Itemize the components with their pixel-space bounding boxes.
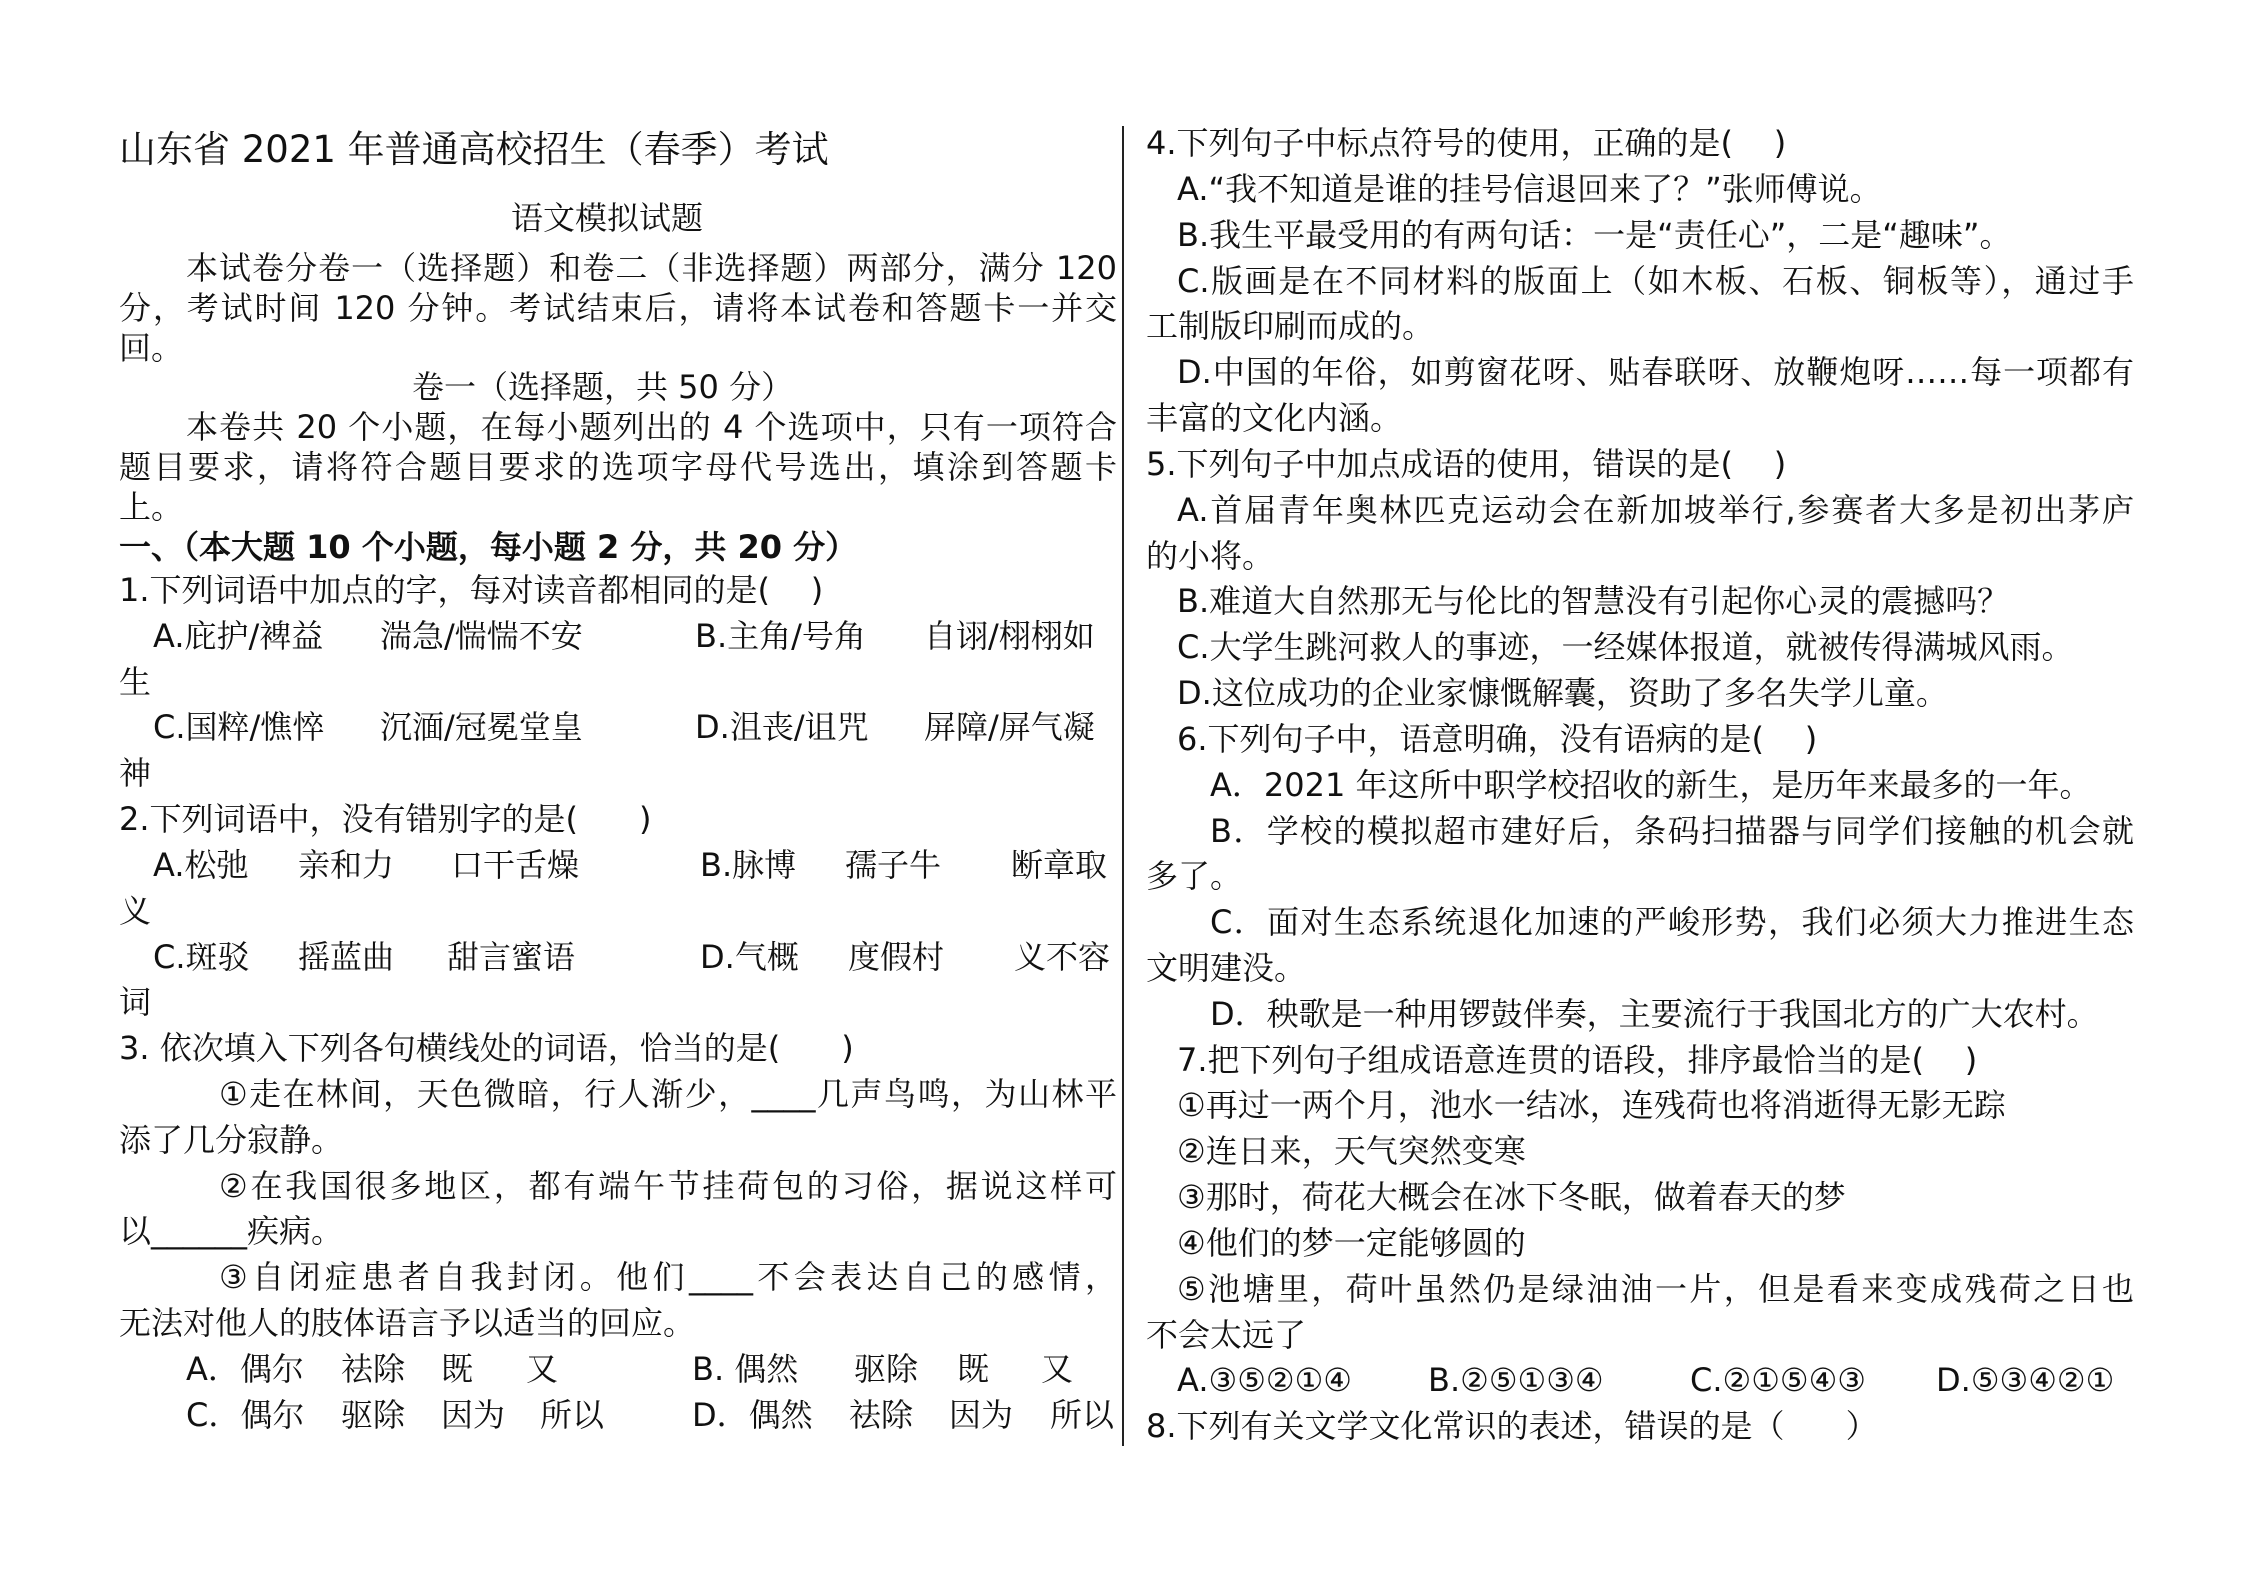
question-stem: 4.下列句子中标点符号的使用，正确的是( ) — [1146, 124, 1787, 162]
option-item: A.“我不知道是谁的挂号信退回来了？”张师傅说。 — [1177, 170, 1882, 208]
option-item: C.斑驳 — [153, 938, 250, 976]
option-continuation: 义 — [119, 892, 152, 930]
option-item: B．学校的模拟超市建好后，条码扫描器与同学们接触的机会就 — [1210, 812, 2134, 850]
option-item: C.大学生跳河救人的事迹，一经媒体报道，就被传得满城风雨。 — [1177, 628, 2074, 666]
option-item: A.③⑤②①④ — [1177, 1361, 1352, 1399]
question-stem: 1.下列词语中加点的字，每对读音都相同的是( ) — [119, 571, 824, 609]
option-item: 甜言蜜语 — [447, 938, 576, 976]
option-continuation: 文明建没。 — [1146, 949, 1307, 987]
option-item: 摇蓝曲 — [298, 938, 395, 976]
option-continuation: 工制版印刷而成的。 — [1146, 307, 1435, 345]
option-item: 度假村 — [848, 938, 945, 976]
option-continuation: 生 — [119, 663, 152, 701]
option-item: A.松弛 — [153, 846, 249, 884]
passage-line: ②在我国很多地区，都有端午节挂荷包的习俗，据说这样可 — [219, 1167, 1117, 1205]
question-stem: 2.下列词语中，没有错别字的是( ) — [119, 800, 652, 838]
passage-line: 无法对他人的肢体语言予以适当的回应。 — [119, 1304, 696, 1342]
option-item: C.版画是在不同材料的版面上（如木板、石板、铜板等），通过手 — [1177, 262, 2134, 300]
sentence-line: ④他们的梦一定能够圆的 — [1177, 1224, 1526, 1262]
part-note-line: 上。 — [119, 488, 184, 526]
option-item: 亲和力 — [298, 846, 395, 884]
sentence-line: ⑤池塘里，荷叶虽然仍是绿油油一片，但是看来变成残荷之日也 — [1177, 1270, 2134, 1308]
option-item: D．偶然 — [692, 1396, 813, 1434]
sentence-line: ①再过一两个月，池水一结冰，连残荷也将消逝得无影无踪 — [1177, 1086, 2006, 1124]
option-item: B.难道大自然那无与伦比的智慧没有引起你心灵的震撼吗？ — [1177, 582, 2010, 620]
option-item: 所以 — [540, 1396, 605, 1434]
option-item: C.国粹/憔悴 — [153, 708, 325, 746]
option-item: 所以 — [1050, 1396, 1115, 1434]
option-item: 因为 — [949, 1396, 1014, 1434]
option-item: D.这位成功的企业家慷慨解囊，资助了多名失学儿童。 — [1177, 674, 1948, 712]
option-item: 祛除 — [341, 1350, 406, 1388]
intro-line: 分，考试时间 120 分钟。考试结束后，请将本试卷和答题卡一并交 — [119, 289, 1117, 327]
question-stem: 3. 依次填入下列各句横线处的词语，恰当的是( ) — [119, 1029, 854, 1067]
option-item: 自诩/栩栩如 — [924, 617, 1095, 655]
option-item: D.沮丧/诅咒 — [695, 708, 869, 746]
option-item: B. 偶然 — [692, 1350, 799, 1388]
option-item: B.②⑤①③④ — [1428, 1361, 1604, 1399]
option-continuation: 的小将。 — [1146, 537, 1275, 575]
option-item: 又 — [1041, 1350, 1074, 1388]
question-stem: 7.把下列句子组成语意连贯的语段，排序最恰当的是( ) — [1177, 1041, 1978, 1079]
exam-subtitle: 语文模拟试题 — [511, 199, 704, 237]
option-item: 孺子牛 — [845, 846, 942, 884]
option-item: A．2021 年这所中职学校招收的新生，是历年来最多的一年。 — [1210, 766, 2092, 804]
option-item: D．秧歌是一种用锣鼓伴奏，主要流行于我国北方的广大农村。 — [1210, 995, 2099, 1033]
part-title: 卷一（选择题，共 50 分） — [412, 368, 794, 406]
question-stem: 5.下列句子中加点成语的使用，错误的是( ) — [1146, 445, 1787, 483]
option-continuation: 多了。 — [1146, 857, 1243, 895]
sentence-continuation: 不会太远了 — [1146, 1316, 1307, 1354]
option-item: 口干舌燥 — [451, 846, 580, 884]
option-item: 沉湎/冠冕堂皇 — [380, 708, 583, 746]
option-continuation: 词 — [119, 983, 152, 1021]
option-item: 屏障/屏气凝 — [924, 708, 1095, 746]
option-item: B.我生平最受用的有两句话：一是“责任心”，二是“趣味”。 — [1177, 216, 2012, 254]
option-item: 湍急/惴惴不安 — [380, 617, 583, 655]
option-item: A.庇护/裨益 — [153, 617, 324, 655]
passage-line: 以______疾病。 — [119, 1212, 344, 1250]
part-note-line: 题目要求，请将符合题目要求的选项字母代号选出，填涂到答题卡 — [119, 448, 1117, 486]
option-item: C．面对生态系统退化加速的严峻形势，我们必须大力推进生态 — [1210, 903, 2134, 941]
option-item: B.脉博 — [700, 846, 797, 884]
option-item: 驱除 — [854, 1350, 919, 1388]
intro-line: 回。 — [119, 329, 184, 367]
option-item: 祛除 — [849, 1396, 914, 1434]
sentence-line: ③那时，荷花大概会在冰下冬眠，做着春天的梦 — [1177, 1178, 1846, 1216]
option-item: D.中国的年俗，如剪窗花呀、贴春联呀、放鞭炮呀……每一项都有 — [1177, 353, 2134, 391]
option-item: C．偶尔 — [186, 1396, 305, 1434]
option-item: D.气概 — [700, 938, 799, 976]
option-item: 驱除 — [341, 1396, 406, 1434]
option-item: 又 — [526, 1350, 559, 1388]
sentence-line: ②连日来，天气突然变寒 — [1177, 1132, 1526, 1170]
option-item: A.首届青年奥林匹克运动会在新加坡举行,参赛者大多是初出茅庐 — [1177, 491, 2134, 529]
passage-line: ③自闭症患者自我封闭。他们____不会表达自己的感情， — [219, 1258, 1117, 1296]
option-item: 义不容 — [1014, 938, 1111, 976]
option-item: D.⑤③④②① — [1936, 1361, 2115, 1399]
passage-line: 添了几分寂静。 — [119, 1121, 344, 1159]
option-item: B.主角/号角 — [695, 617, 866, 655]
option-item: 既 — [957, 1350, 990, 1388]
option-item: 断章取 — [1011, 846, 1108, 884]
question-stem: 6.下列句子中，语意明确，没有语病的是( ) — [1177, 720, 1818, 758]
exam-title: 山东省 2021 年普通高校招生（春季）考试 — [119, 128, 829, 171]
option-item: 因为 — [441, 1396, 506, 1434]
option-continuation: 丰富的文化内涵。 — [1146, 399, 1403, 437]
option-item: A．偶尔 — [186, 1350, 304, 1388]
passage-line: ①走在林间，天色微暗，行人渐少，____几声鸟鸣，为山林平 — [219, 1075, 1117, 1113]
question-stem: 8.下列有关文学文化常识的表述，错误的是（ ） — [1146, 1407, 1878, 1445]
section-heading: 一、（本大题 10 个小题，每小题 2 分，共 20 分） — [119, 528, 858, 566]
intro-line: 本试卷分卷一（选择题）和卷二（非选择题）两部分，满分 120 — [186, 249, 1117, 287]
part-note-line: 本卷共 20 个小题，在每小题列出的 4 个选项中，只有一项符合 — [186, 408, 1117, 446]
option-continuation: 神 — [119, 754, 152, 792]
option-item: 既 — [441, 1350, 474, 1388]
option-item: C.②①⑤④③ — [1690, 1361, 1866, 1399]
